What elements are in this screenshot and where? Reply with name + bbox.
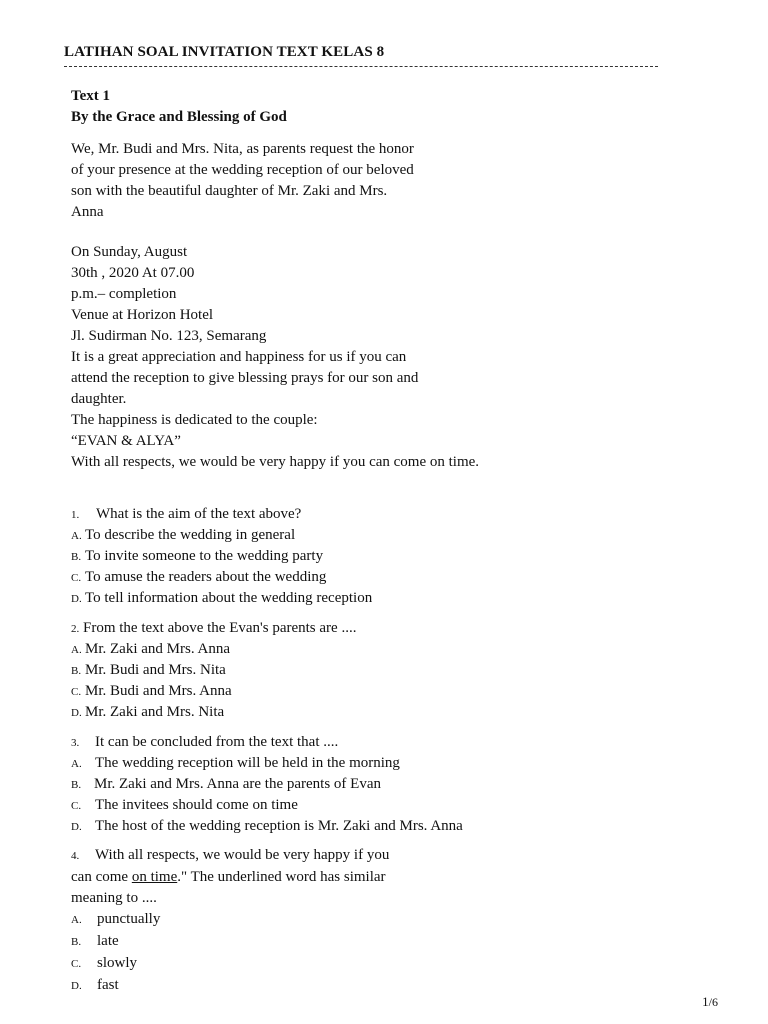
page-number (702, 994, 718, 1010)
option-letter: D. (71, 980, 82, 992)
option-text: Mr. Zaki and Mrs. Anna (85, 641, 230, 657)
option-text: Mr. Zaki and Mrs. Nita (85, 704, 225, 720)
paragraph-line: of your presence at the wedding reception of our beloved (71, 162, 414, 178)
question-text: meaning to .... (71, 890, 157, 906)
question-text: ." The underlined word has similar (177, 869, 386, 885)
invitation-paragraph-1 (71, 139, 414, 223)
option-text: To amuse the readers about the wedding (85, 569, 327, 585)
question-stem (71, 504, 372, 525)
option-text: The invitees should come on time (95, 797, 298, 813)
option-letter: B. (71, 665, 82, 677)
underlined-word: on time (131, 869, 178, 885)
option-letter: C. (71, 800, 82, 812)
option-text: Mr. Budi and Mrs. Nita (85, 662, 226, 678)
question-stem (71, 732, 463, 753)
question-text: What is the aim of the text above? (96, 506, 302, 522)
paragraph-line: daughter. (71, 391, 127, 407)
option-letter: B. (71, 936, 82, 948)
paragraph-line: attend the reception to give blessing prays for our son and (71, 370, 419, 386)
page-title: LATIHAN SOAL INVITATION TEXT KELAS 8 (64, 44, 658, 67)
paragraph-line: The happiness is dedicated to the couple: (71, 412, 318, 428)
option-letter: B. (71, 779, 82, 791)
answer-option (71, 816, 463, 837)
option-letter: A. (71, 758, 82, 770)
option-text: fast (97, 977, 119, 993)
page-total: 6 (712, 995, 718, 1009)
answer-option (71, 525, 372, 546)
option-letter: A. (71, 644, 82, 656)
page-separator: / (708, 995, 712, 1009)
option-letter: C. (71, 958, 82, 970)
option-letter: D. (71, 707, 82, 719)
answer-option (71, 909, 389, 931)
answer-option (71, 795, 463, 816)
paragraph-line: With all respects, we would be very happy if you can come on time. (71, 454, 480, 470)
option-text: The wedding reception will be held in the morning (95, 755, 400, 771)
invitation-paragraph-2 (71, 242, 479, 473)
answer-option (71, 660, 356, 681)
question-number: 1. (71, 509, 80, 521)
option-letter: C. (71, 572, 82, 584)
option-text: punctually (97, 911, 161, 927)
option-text: slowly (97, 955, 138, 971)
option-text: The host of the wedding reception is Mr. Zaki and Mrs. Anna (95, 818, 463, 834)
option-letter: D. (71, 821, 82, 833)
answer-option (71, 546, 372, 567)
question-stem (71, 618, 356, 639)
question-number: 2. (71, 623, 80, 635)
page-current: 1 (702, 994, 709, 1009)
invitation-heading: By the Grace and Blessing of God (71, 109, 287, 125)
option-text: To tell information about the wedding reception (85, 590, 373, 606)
answer-option (71, 702, 356, 723)
question-stem-continued (71, 867, 389, 888)
option-text: To describe the wedding in general (85, 527, 296, 543)
question-text: can come (71, 869, 132, 885)
option-text: Mr. Zaki and Mrs. Anna are the parents of Evan (94, 776, 381, 792)
text-label (71, 86, 287, 128)
option-letter: A. (71, 914, 82, 926)
option-letter: A. (71, 530, 82, 542)
answer-option (71, 588, 372, 609)
option-text: late (97, 933, 119, 949)
option-letter: D. (71, 593, 82, 605)
paragraph-line: “EVAN & ALYA” (71, 433, 181, 449)
option-text: To invite someone to the wedding party (85, 548, 324, 564)
answer-option (71, 774, 463, 795)
answer-option (71, 681, 356, 702)
question-stem (71, 845, 389, 867)
option-letter: C. (71, 686, 82, 698)
paragraph-line: We, Mr. Budi and Mrs. Nita, as parents request the honor (71, 141, 414, 157)
paragraph-line: p.m.– completion (71, 286, 177, 302)
paragraph-line: son with the beautiful daughter of Mr. Zaki and Mrs. (71, 183, 388, 199)
answer-option (71, 567, 372, 588)
answer-option (71, 953, 389, 975)
answer-option (71, 639, 356, 660)
question-4 (71, 845, 389, 997)
answer-option (71, 931, 389, 953)
question-1 (71, 504, 372, 609)
question-number: 4. (71, 850, 80, 862)
paragraph-line: Jl. Sudirman No. 123, Semarang (71, 328, 267, 344)
paragraph-line: Venue at Horizon Hotel (71, 307, 214, 323)
question-number: 3. (71, 737, 80, 749)
question-text: With all respects, we would be very happy if you (95, 847, 390, 863)
paragraph-line: It is a great appreciation and happiness for us if you can (71, 349, 407, 365)
paragraph-line: On Sunday, August (71, 244, 188, 260)
option-text: Mr. Budi and Mrs. Anna (85, 683, 232, 699)
question-text: From the text above the Evan's parents are .... (83, 620, 357, 636)
paragraph-line: Anna (71, 204, 104, 220)
question-3 (71, 732, 463, 837)
option-letter: B. (71, 551, 82, 563)
answer-option (71, 975, 389, 997)
question-text: It can be concluded from the text that .... (95, 734, 339, 750)
text-number-label: Text 1 (71, 88, 111, 104)
answer-option (71, 753, 463, 774)
paragraph-line: 30th , 2020 At 07.00 (71, 265, 195, 281)
question-2 (71, 618, 356, 723)
